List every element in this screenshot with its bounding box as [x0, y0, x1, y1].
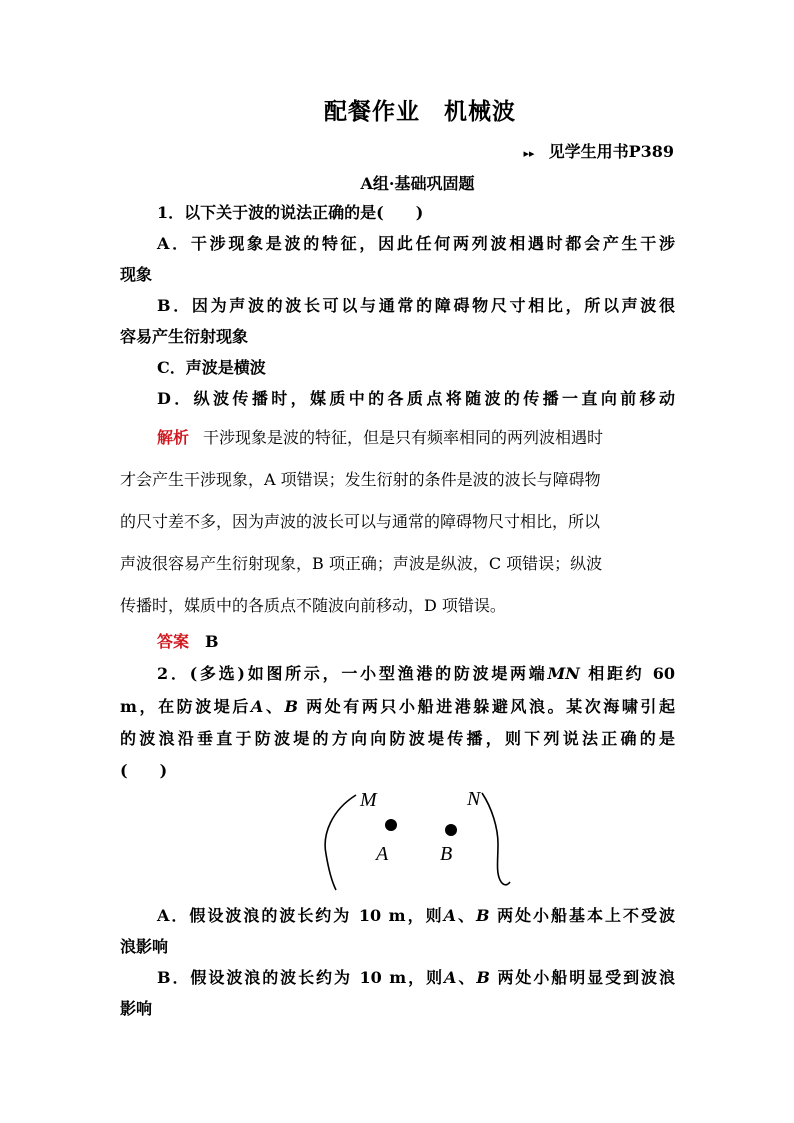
q2-option-a-line2: 浪影响 — [120, 937, 169, 956]
label-b: B — [440, 843, 453, 865]
label-n: N — [467, 788, 481, 810]
analysis-line1 — [157, 428, 675, 448]
page-title: 配餐作业 机械波 — [324, 98, 516, 125]
q1-option-a-line1: A．干涉现象是波的特征，因此任何两列波相遇时都会产生干涉 — [157, 234, 675, 253]
section-heading: A组·基础巩固题 — [360, 174, 475, 193]
label-mn: MN — [547, 664, 580, 683]
double-arrow-icon: ▸▸ — [523, 147, 535, 160]
q1-option-c: C．声波是横波 — [157, 358, 266, 377]
answer-label: 答案 — [157, 632, 190, 651]
label-a: A — [376, 843, 389, 865]
boat-a-dot — [385, 819, 397, 831]
q1-option-a-line2: 现象 — [120, 265, 153, 284]
analysis-line4: 声波很容易产生衍射现象，B 项正确；声波是纵波，C 项错误；纵波 — [120, 554, 603, 573]
q1-option-d: D．纵波传播时，媒质中的各质点将随波的传播一直向前移动 — [157, 389, 675, 408]
q2-stem-line2: m，在防波堤后A、B 两处有两只小船进港躲避风浪。某次海啸引起 — [120, 697, 675, 716]
q2-option-b-line2: 影响 — [120, 999, 153, 1018]
answer-value: B — [205, 632, 219, 651]
breakwater-left-arm — [325, 795, 356, 890]
q2-stem-line4: ( ) — [120, 761, 168, 780]
analysis-line5: 传播时，媒质中的各质点不随波向前移动，D 项错误。 — [120, 596, 506, 615]
analysis-line3: 的尺寸差不多，因为声波的波长可以与通常的障碍物尺寸相比，所以 — [120, 512, 601, 531]
q1-option-b-line1: B．因为声波的波长可以与通常的障碍物尺寸相比，所以声波很 — [157, 296, 675, 315]
q1-stem: 1．以下关于波的说法正确的是( ) — [157, 203, 424, 222]
q2-stem-line3: 的波浪沿垂直于防波堤的方向向防波堤传播，则下列说法正确的是 — [120, 729, 675, 748]
breakwater-diagram — [310, 782, 520, 897]
answer-line — [157, 632, 675, 652]
q2-option-a-line1: A．假设波浪的波长约为 10 m，则A、B 两处小船基本上不受波 — [157, 906, 675, 925]
book-reference — [524, 139, 674, 162]
q2-stem-line1: 2．(多选)如图所示，一小型渔港的防波堤两端MN 相距约 60 — [157, 664, 675, 683]
breakwater-right-arm — [482, 793, 510, 885]
reference-text: 见学生用书P389 — [548, 142, 674, 161]
analysis-text-1: 干涉现象是波的特征，但是只有频率相同的两列波相遇时 — [203, 428, 604, 447]
label-m: M — [360, 789, 377, 811]
boat-b-dot — [445, 824, 457, 836]
analysis-line2: 才会产生干涉现象，A 项错误；发生衍射的条件是波的波长与障碍物 — [120, 470, 601, 489]
q2-option-b-line1: B．假设波浪的波长约为 10 m，则A、B 两处小船明显受到波浪 — [157, 968, 675, 987]
analysis-label: 解析 — [157, 428, 190, 447]
q1-option-b-line2: 容易产生衍射现象 — [120, 327, 249, 346]
